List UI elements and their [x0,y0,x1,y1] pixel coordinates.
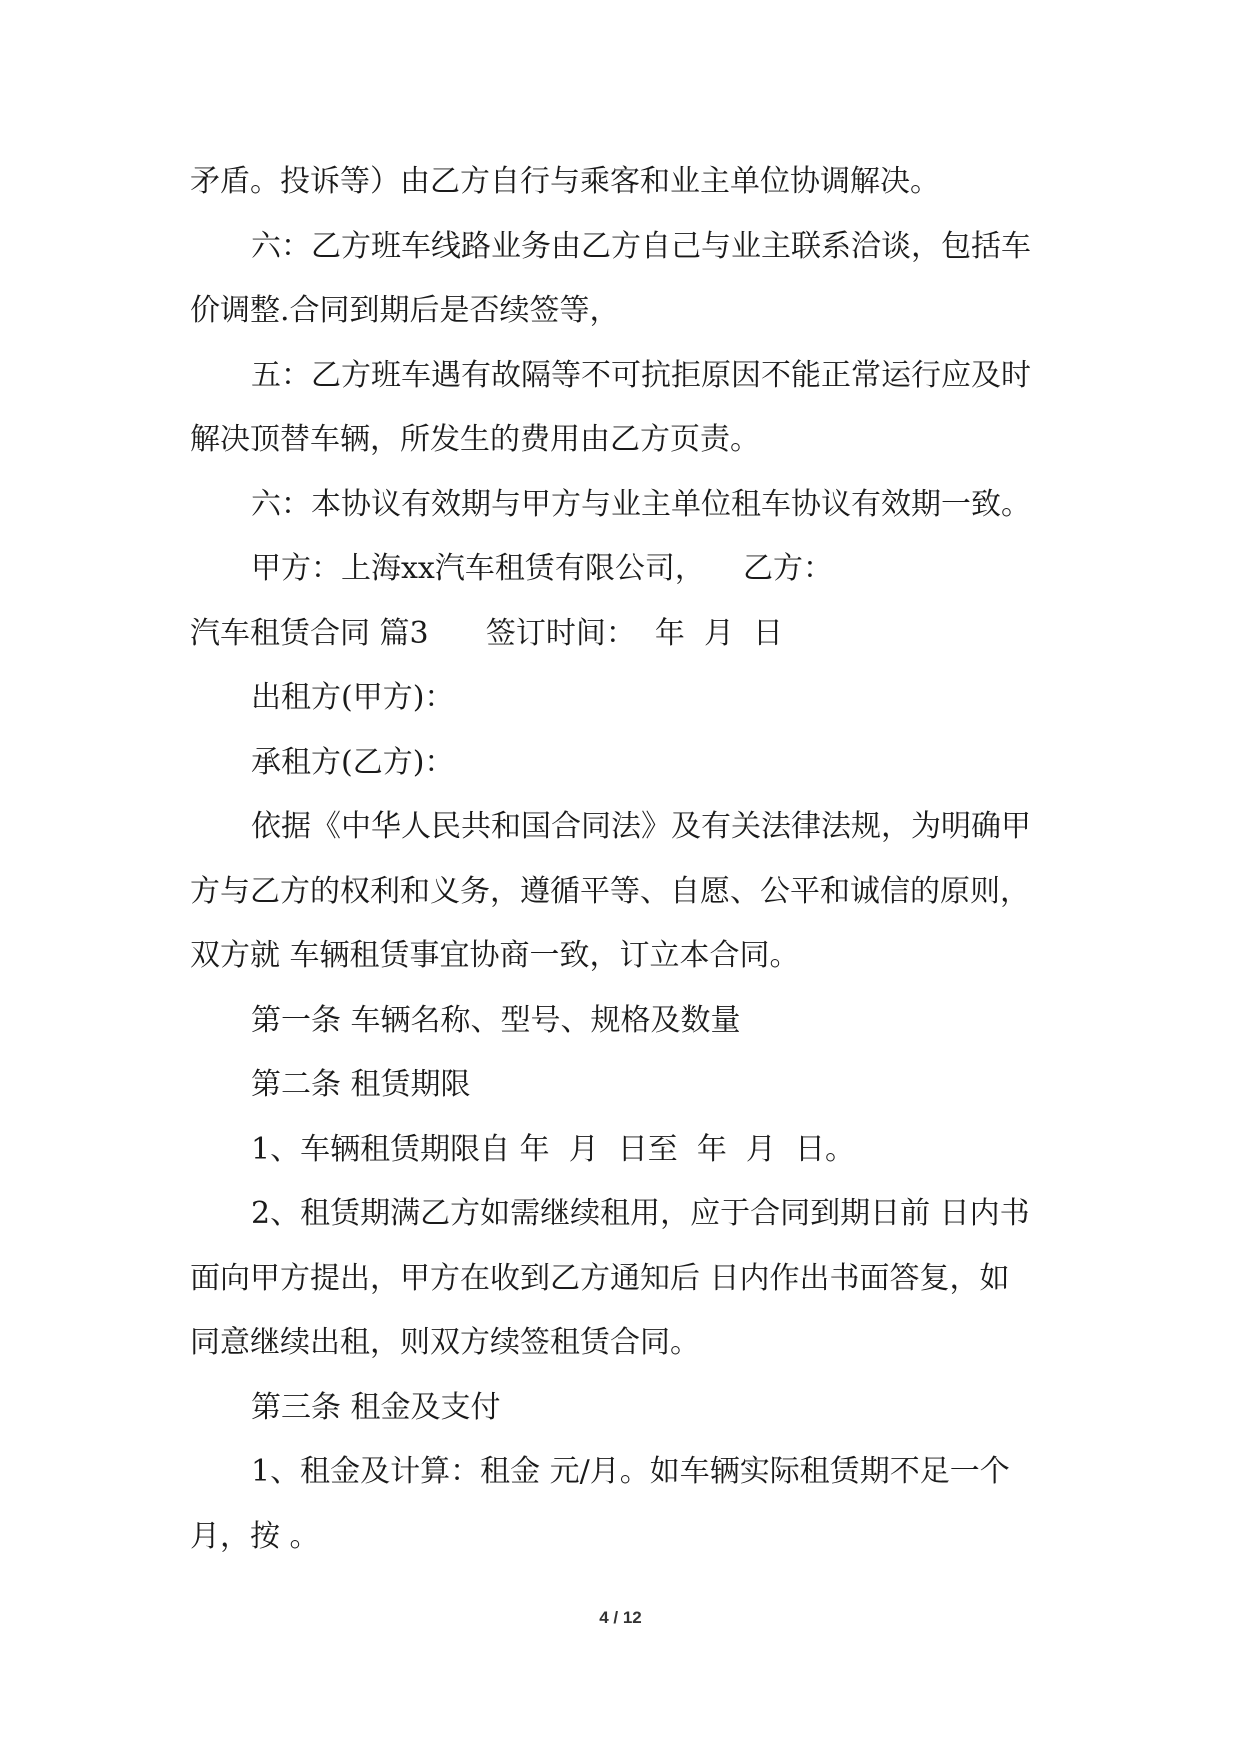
paragraph-line: 依据《中华人民共和国合同法》及有关法律法规，为明确甲 [251,809,1031,844]
signature-line: 甲方：上海xx汽车租赁有限公司， 乙方： [251,551,833,586]
clause-line: 面向甲方提出，甲方在收到乙方通知后 日内作出书面答复，如 [190,1260,1010,1296]
paragraph-line: 价调整.合同到期后是否续签等， [190,293,620,328]
paragraph-line: 解决顶替车辆，所发生的费用由乙方页责。 [190,422,760,457]
clause-line: 1、车辆租赁期限自 年 月 日至 年 月 日。 [251,1131,855,1167]
paragraph-line: 双方就 车辆租赁事宜协商一致，订立本合同。 [190,938,800,973]
article-heading: 第三条 租金及支付 [251,1389,501,1425]
document-body [190,150,1070,1569]
clause-line: 1、租金及计算：租金 元/月。如车辆实际租赁期不足一个 [251,1454,1010,1489]
paragraph-line: 六：乙方班车线路业务由乙方自己与业主联系洽谈，包括车 [251,228,1031,264]
paragraph-line: 方与乙方的权利和义务，遵循平等、自愿、公平和诚信的原则， [190,873,1030,909]
clause-line: 月，按 。 [190,1518,320,1554]
section-title-line: 汽车租赁合同 篇3 签订时间： 年 月 日 [190,615,784,651]
article-heading: 第一条 车辆名称、型号、规格及数量 [251,1002,741,1038]
paragraph-line: 六：本协议有效期与甲方与业主单位租车协议有效期一致。 [251,486,1031,522]
article-heading: 第二条 租赁期限 [251,1067,471,1102]
page-number: 4 / 12 [599,1608,642,1627]
lessee-line: 承租方(乙方)： [251,744,455,780]
paragraph-line: 矛盾。投诉等）由乙方自行与乘客和业主单位协调解决。 [190,164,940,199]
clause-line: 同意继续出租，则双方续签租赁合同。 [190,1325,700,1360]
paragraph-line: 五：乙方班车遇有故隔等不可抗拒原因不能正常运行应及时 [251,357,1031,393]
lessor-line: 出租方(甲方)： [251,680,455,715]
clause-line: 2、租赁期满乙方如需继续租用，应于合同到期日前 日内书 [251,1196,1030,1231]
